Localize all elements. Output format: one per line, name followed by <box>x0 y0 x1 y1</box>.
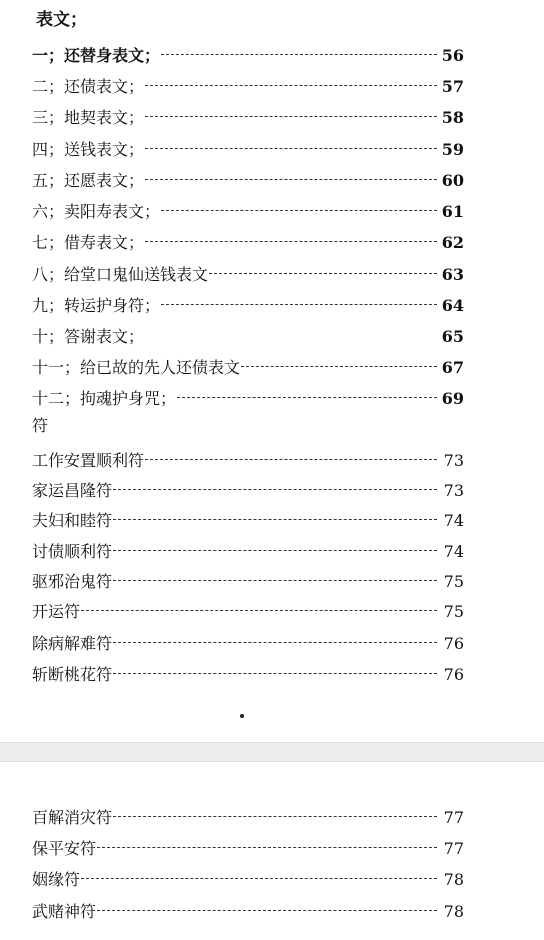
toc-entry-title: 九；转运护身符； <box>32 296 161 315</box>
toc-entry-page: 60 <box>441 171 464 190</box>
toc-entry[interactable] <box>32 45 464 67</box>
dot-leader <box>241 366 437 367</box>
toc-entry[interactable] <box>32 107 464 129</box>
toc-entry-page: 61 <box>441 202 464 221</box>
toc-entry-page: 76 <box>443 665 464 684</box>
toc-entry-title: 一；还替身表文； <box>32 46 161 65</box>
dot-leader <box>113 580 437 581</box>
toc-entry[interactable] <box>32 901 464 923</box>
dot-leader <box>113 550 437 551</box>
toc-entry-page: 75 <box>443 602 464 621</box>
toc-entry-page: 69 <box>441 389 464 408</box>
toc-entry-title: 八；给堂口鬼仙送钱表文 <box>32 265 209 284</box>
dot-leader <box>145 85 437 86</box>
toc-entry[interactable] <box>32 480 464 502</box>
toc-entry-page: 64 <box>441 296 464 315</box>
toc-entry-title: 除病解难符 <box>32 634 113 653</box>
document-page-bottom <box>0 762 544 940</box>
toc-entry-page: 67 <box>441 358 464 377</box>
dot-leader <box>145 241 437 242</box>
toc-entry[interactable] <box>32 541 464 563</box>
toc-entry-page: 78 <box>443 870 464 889</box>
toc-entry[interactable] <box>32 633 464 655</box>
toc-entry-title: 驱邪治鬼符 <box>32 572 113 591</box>
dot-leader <box>209 273 437 274</box>
toc-entry-title: 七；借寿表文； <box>32 233 145 252</box>
toc-entry[interactable] <box>32 201 464 223</box>
toc-entry[interactable] <box>32 357 464 379</box>
toc-entry[interactable] <box>32 232 464 254</box>
toc-entry-page: 74 <box>443 542 464 561</box>
toc-entry-title: 十二；拘魂护身咒； <box>32 389 177 408</box>
toc-entry-page: 77 <box>443 839 464 858</box>
toc-entry-title: 五；还愿表文； <box>32 171 145 190</box>
dot-leader <box>161 54 437 55</box>
toc-entry-page: 73 <box>443 451 464 470</box>
dot-leader <box>145 179 437 180</box>
page-separator <box>0 742 544 762</box>
toc-entry[interactable] <box>32 170 464 192</box>
dot-leader <box>81 610 437 611</box>
dot-leader <box>161 304 437 305</box>
toc-entry[interactable] <box>32 601 464 623</box>
toc-entry[interactable] <box>32 838 464 860</box>
toc-entry-title: 三；地契表文； <box>32 108 145 127</box>
toc-entry-page: 65 <box>441 327 464 346</box>
dot-leader <box>97 910 437 911</box>
toc-entry-title: 姻缘符 <box>32 870 81 889</box>
toc-entry-title: 夫妇和睦符 <box>32 511 113 530</box>
toc-entry[interactable] <box>32 295 464 317</box>
dot-leader <box>113 489 437 490</box>
toc-entry[interactable] <box>32 139 464 161</box>
toc-entry-page: 57 <box>441 77 464 96</box>
toc-entry-page: 59 <box>441 140 464 159</box>
toc-entry[interactable] <box>32 76 464 98</box>
toc-entry-page: 73 <box>443 481 464 500</box>
dot-leader <box>97 847 437 848</box>
section-heading-fu: 符 <box>32 416 49 435</box>
toc-entry-title: 十一；给已故的先人还债表文 <box>32 358 241 377</box>
dot-leader <box>161 210 437 211</box>
toc-entry[interactable] <box>32 264 464 286</box>
toc-entry-title: 斩断桃花符 <box>32 665 113 684</box>
toc-entry-page: 74 <box>443 511 464 530</box>
toc-entry-title: 百解消灾符 <box>32 808 113 827</box>
toc-entry-title: 家运昌隆符 <box>32 481 113 500</box>
dot-leader <box>113 673 437 674</box>
dot-leader <box>113 642 437 643</box>
toc-entry[interactable] <box>32 807 464 829</box>
toc-entry[interactable] <box>32 571 464 593</box>
toc-entry-page: 75 <box>443 572 464 591</box>
toc-entry[interactable] <box>32 510 464 532</box>
toc-entry[interactable] <box>32 869 464 891</box>
toc-entry-title: 四；送钱表文； <box>32 140 145 159</box>
toc-entry[interactable] <box>32 450 464 472</box>
toc-entry-page: 76 <box>443 634 464 653</box>
toc-entry-title: 开运符 <box>32 602 81 621</box>
dot-leader <box>145 116 437 117</box>
toc-entry-page: 62 <box>441 233 464 252</box>
toc-entry-title: 二；还债表文； <box>32 77 145 96</box>
toc-entry-title: 十；答谢表文； <box>32 327 145 346</box>
dot-leader <box>177 397 437 398</box>
toc-entry-page: 63 <box>441 265 464 284</box>
section-heading-biaowen: 表文； <box>36 10 87 30</box>
toc-entry-title: 工作安置顺利符 <box>32 451 145 470</box>
toc-entry-title: 六；卖阳寿表文； <box>32 202 161 221</box>
toc-entry[interactable] <box>32 388 464 410</box>
toc-entry[interactable] <box>32 664 464 686</box>
toc-entry-title: 保平安符 <box>32 839 97 858</box>
toc-entry-page: 78 <box>443 902 464 921</box>
dot-leader <box>81 878 437 879</box>
toc-entry-page: 58 <box>441 108 464 127</box>
dot-leader <box>113 816 437 817</box>
toc-entry[interactable] <box>32 326 464 348</box>
dot-leader <box>113 519 437 520</box>
toc-entry-page: 77 <box>443 808 464 827</box>
stray-dot-mark <box>240 714 244 718</box>
dot-leader <box>145 459 437 460</box>
toc-entry-page: 56 <box>441 46 464 65</box>
toc-entry-title: 武赌神符 <box>32 902 97 921</box>
dot-leader <box>145 148 437 149</box>
toc-entry-title: 讨债顺利符 <box>32 542 113 561</box>
